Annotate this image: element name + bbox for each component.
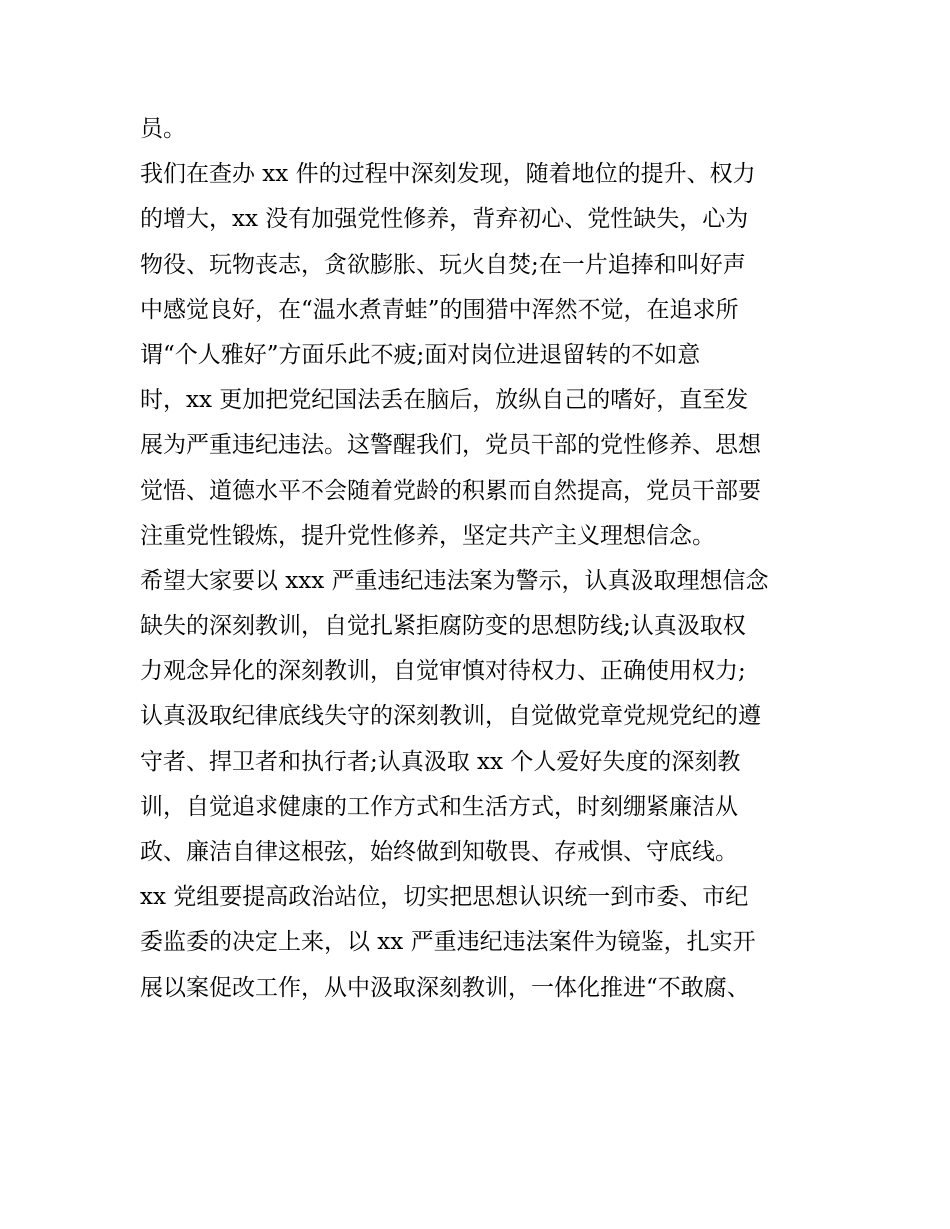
text-line: 谓“个人雅好”方面乐此不疲;面对岗位进退留转的不如意 [140,341,701,368]
text-line: 我们在查办 xx 件的过程中深刻发现，随着地位的提升、权力 [140,161,756,188]
text-line: 展为严重违纪违法。这警醒我们，党员干部的党性修养、思想 [140,432,761,459]
text-line: 训，自觉追求健康的工作方式和生活方式，时刻绷紧廉洁从 [140,793,738,820]
text-line: 展以案促改工作，从中汲取深刻教训，一体化推进“不敢腐、 [140,974,750,1001]
text-line: 守者、捍卫者和执行者;认真汲取 xx 个人爱好失度的深刻教 [140,748,741,775]
text-line: 希望大家要以 xxx 严重违纪违法案为警示，认真汲取理想信念 [140,567,769,594]
text-line: 认真汲取纪律底线失守的深刻教训，自觉做党章党规党纪的遵 [140,703,761,730]
text-line: 注重党性锻炼，提升党性修养，坚定共产主义理想信念。 [140,522,715,549]
text-line: 中感觉良好，在“温水煮青蛙”的围猎中浑然不觉，在追求所 [140,296,739,323]
text-line: 委监委的决定上来，以 xx 严重违纪违法案件为镜鉴，扎实开 [140,929,756,956]
text-line: 时，xx 更加把党纪国法丢在脑后，放纵自己的嗜好，直至发 [140,387,749,414]
text-line: 力观念异化的深刻教训，自觉审慎对待权力、正确使用权力; [140,658,746,685]
text-line: 觉悟、道德水平不会随着党龄的积累而自然提高，党员干部要 [140,477,761,504]
text-line: 员。 [140,116,186,142]
text-line: 政、廉洁自律这根弦，始终做到知敬畏、存戒惧、守底线。 [140,839,738,865]
text-line: 物役、玩物丧志，贪欲膨胀、玩火自焚;在一片追捧和叫好声 [140,251,746,278]
text-line: 缺失的深刻教训，自觉扎紧拒腐防变的思想防线;认真汲取权 [140,613,746,640]
body-text [140,107,820,1011]
text-line: xx 党组要提高政治站位，切实把思想认识统一到市委、市纪 [140,884,749,911]
text-line: 的增大，xx 没有加强党性修养，背弃初心、党性缺失，心为 [140,206,749,233]
